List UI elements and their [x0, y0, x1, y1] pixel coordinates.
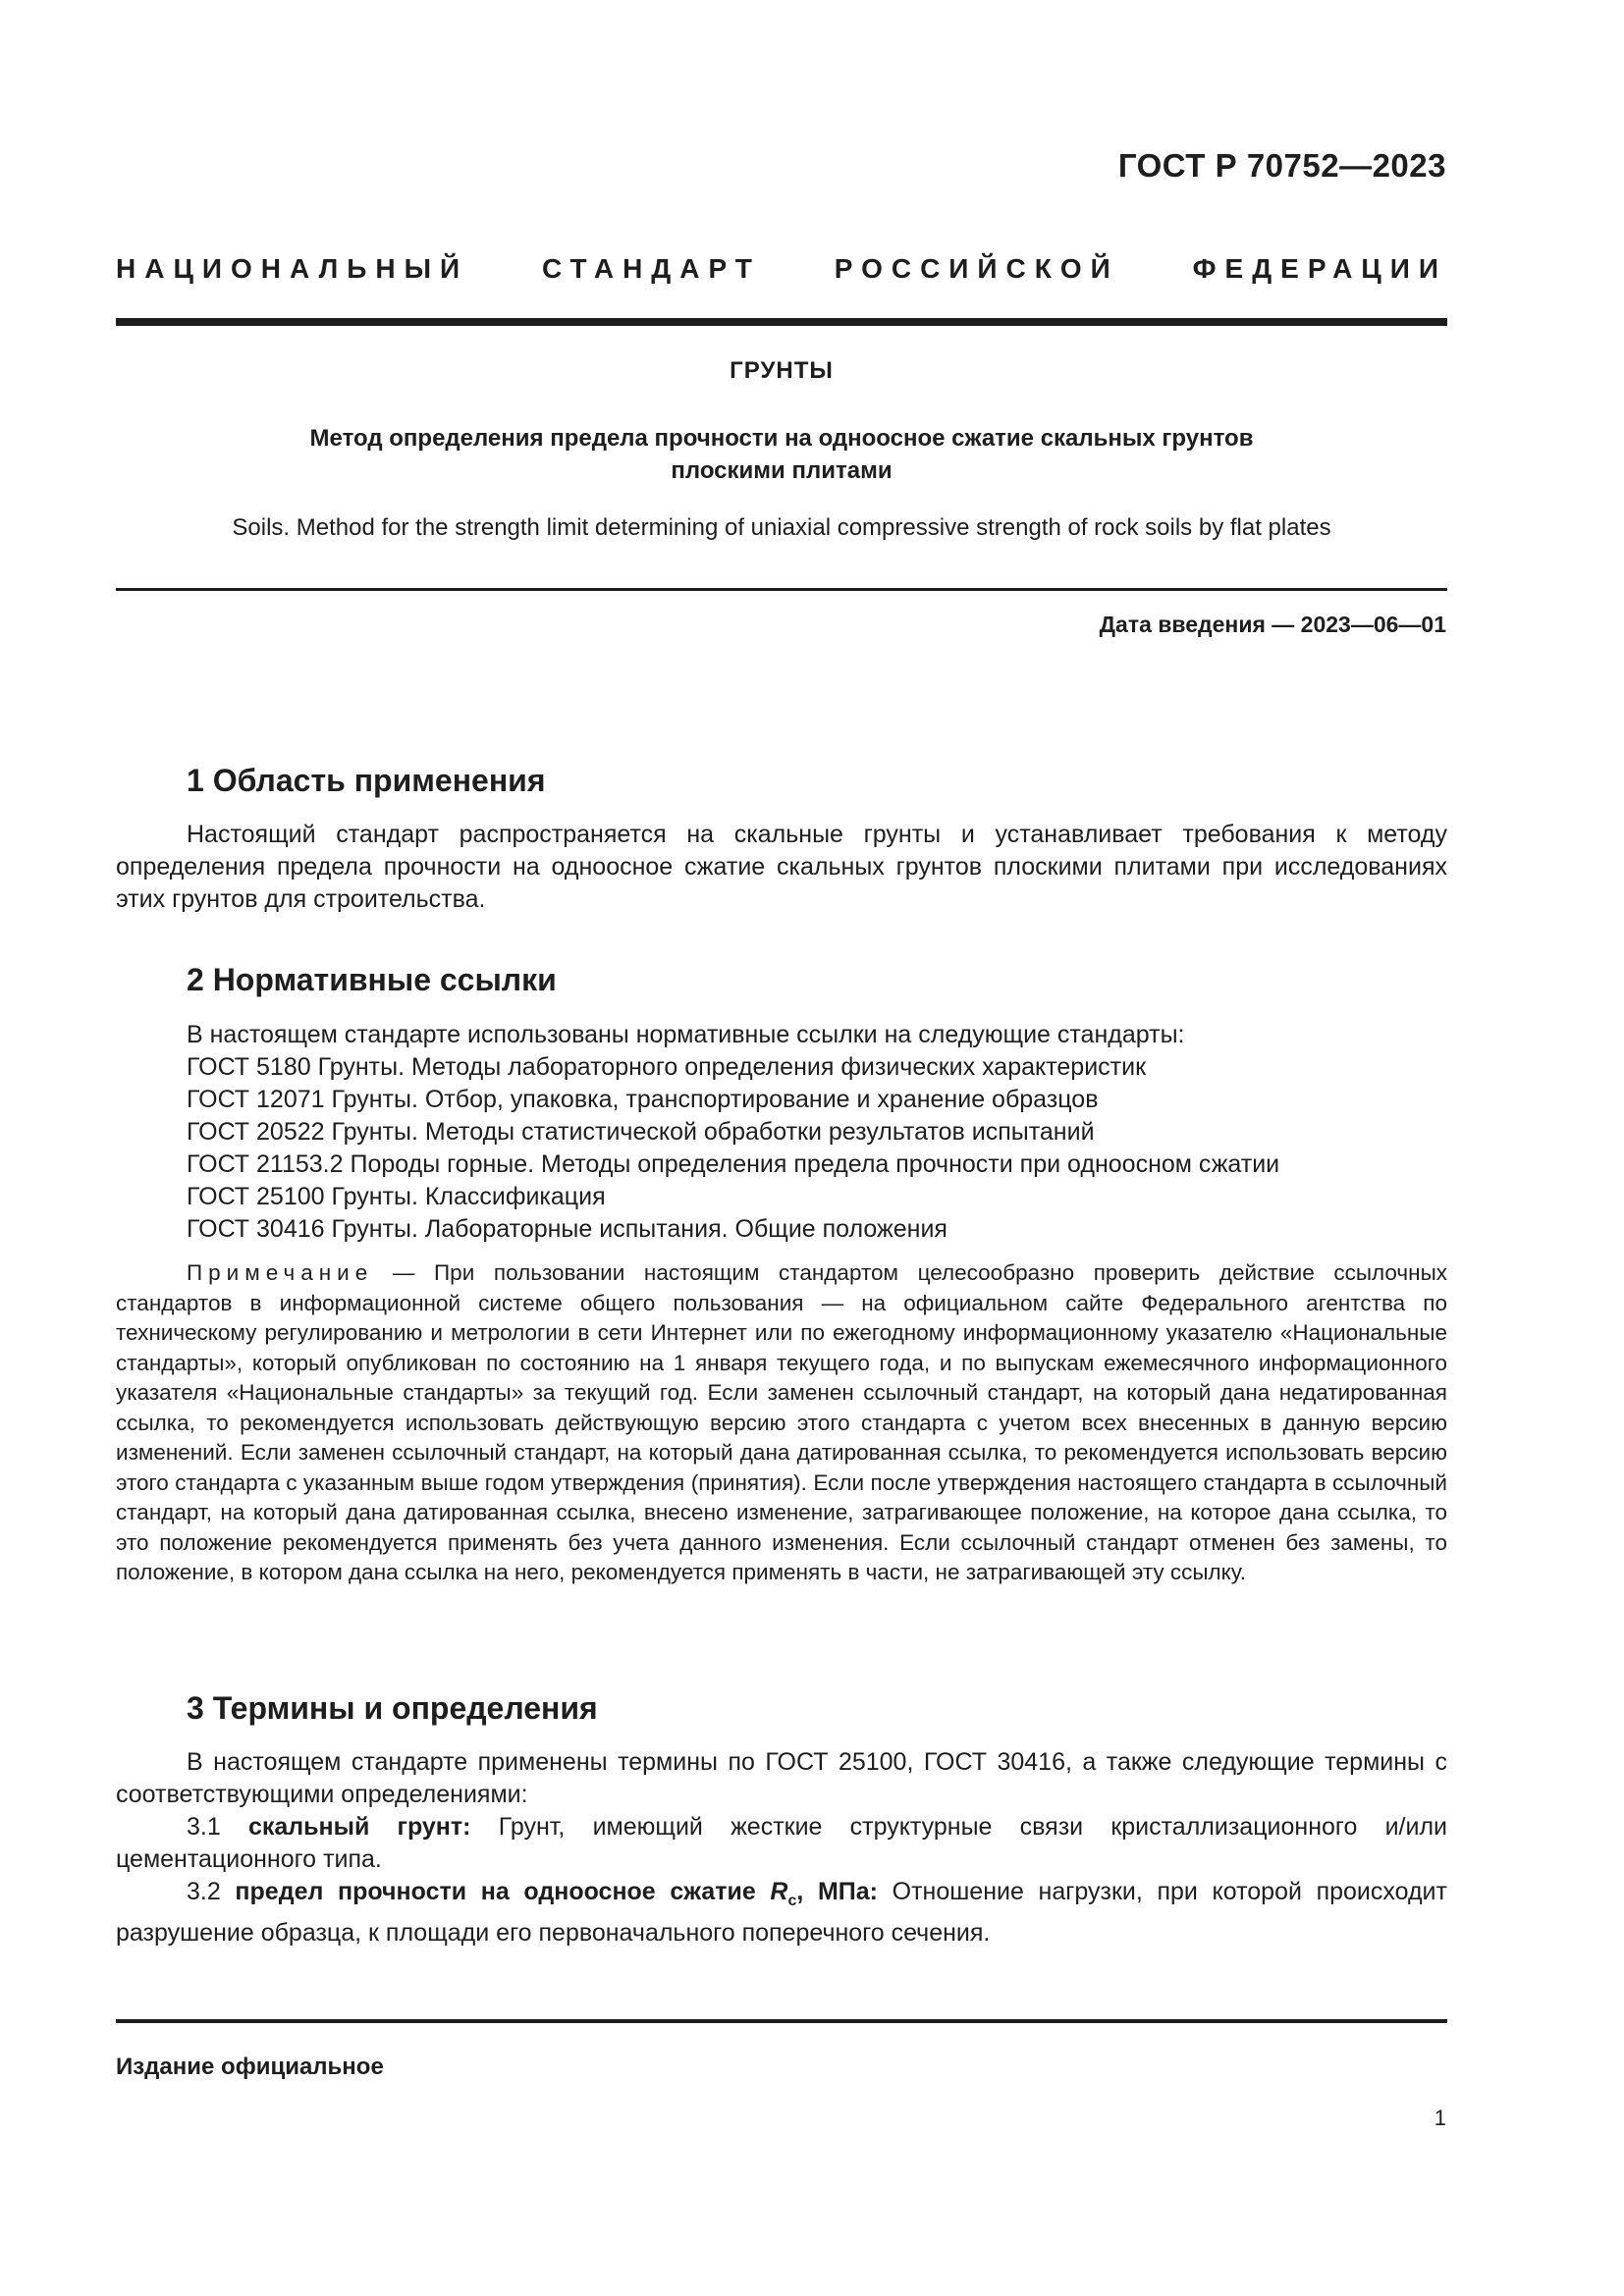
strength-symbol: R	[770, 1878, 788, 1905]
strength-subscript: c	[787, 1893, 797, 1909]
definition-number: 3.2	[187, 1878, 221, 1905]
edition-label: Издание официальное	[116, 2054, 384, 2080]
section-2-heading: 2 Нормативные ссылки	[187, 962, 557, 997]
definition-text: Отношение нагрузки, при которой происходит разрушение образца, к площади его первоначального поперечного сечения.	[116, 1878, 1447, 1947]
reference-item: ГОСТ 12071 Грунты. Отбор, упаковка, транспортирование и хранение образцов	[187, 1086, 1099, 1113]
page-number: 1	[1434, 2106, 1446, 2130]
definition-term: предел прочности на одноосное сжатие	[235, 1878, 756, 1905]
reference-item: ГОСТ 5180 Грунты. Методы лабораторного определения физических характеристик	[187, 1053, 1147, 1081]
gost-number: ГОСТ Р 70752—2023	[1117, 147, 1446, 184]
reference-note	[116, 1258, 1447, 1588]
national-standard-banner: НАЦИОНАЛЬНЫЙ СТАНДАРТ РОССИЙСКОЙ ФЕДЕРАЦИИ	[116, 253, 1447, 284]
section-1-body: Настоящий стандарт распространяется на скальные грунты и устанавливает требования к методу определения предела прочности на одноосное сжатие скальных грунтов плоскими плитами при исследованиях этих грунтов для строительства.	[116, 821, 1447, 913]
section-2-intro: В настоящем стандарте использованы нормативные ссылки на следующие стандарты:	[187, 1021, 1185, 1048]
definition-3-2	[116, 1876, 1447, 1949]
section-3-heading: 3 Термины и определения	[187, 1690, 598, 1726]
section-3-intro-text: В настоящем стандарте применены термины по ГОСТ 25100, ГОСТ 30416, а также следующие термины с соответствующими определениями:	[116, 1748, 1447, 1808]
reference-item: ГОСТ 30416 Грунты. Лабораторные испытания. Общие положения	[187, 1215, 947, 1243]
document-title: ГРУНТЫ	[730, 357, 834, 384]
english-title: Soils. Method for the strength limit determining of uniaxial compressive strength of rock soils by flat plates	[232, 514, 1331, 541]
title-rule	[116, 588, 1447, 591]
definition-term: скальный грунт:	[247, 1813, 471, 1841]
note-label: Примечание	[187, 1260, 374, 1285]
reference-item: ГОСТ 25100 Грунты. Классификация	[187, 1183, 606, 1210]
section-3-intro	[116, 1746, 1447, 1811]
section-1-text	[116, 819, 1447, 916]
footer-rule	[116, 2019, 1447, 2023]
strength-unit: , МПа:	[796, 1878, 878, 1905]
subtitle-line-1: Метод определения предела прочности на одноосное сжатие скальных грунтов	[309, 425, 1254, 452]
definition-3-1	[116, 1811, 1447, 1876]
subtitle-line-2: плоскими плитами	[671, 457, 893, 484]
definition-text: Грунт, имеющий жесткие структурные связи кристаллизационного и/или цементационного типа.	[116, 1813, 1447, 1873]
note-text: — При пользовании настоящим стандартом целесообразно проверить действие ссылочных стандартов в информационной системе общего пользования — на официальном сайте Федерального агентства по техническому регулированию и метрологии в сети Интернет или по ежегодному информационному указателю «Национальные стандарты», который опубликован по состоянию на 1 января текущего года, и по выпускам ежемесячного информационного указателя «Национальные стандарты» за текущий год. Если заменен ссылочный стандарт, на который дана недатированная ссылка, то рекомендуется использовать действующую версию этого стандарта с учетом всех внесенных в данную версию изменений. Если заменен ссылочный стандарт, на который дана датированная ссылка, то рекомендуется использовать версию этого стандарта с указанным выше годом утверждения (принятия). Если после утверждения настоящего стандарта в ссылочный стандарт, на который дана датированная ссылка, внесено изменение, затрагивающее положение, на которое дана ссылка, то это положение рекомендуется применять без учета данного изменения. Если ссылочный стандарт отменен без замены, то положение, в котором дана ссылка на него, рекомендуется применять в части, не затрагивающей эту ссылку.	[116, 1260, 1447, 1584]
header-rule	[116, 318, 1447, 326]
reference-item: ГОСТ 21153.2 Породы горные. Методы определения предела прочности при одноосном сжатии	[187, 1150, 1280, 1178]
introduction-date: Дата введения — 2023—06—01	[1099, 612, 1446, 637]
section-1-heading: 1 Область применения	[187, 763, 546, 798]
document-subtitle	[116, 422, 1447, 487]
reference-item: ГОСТ 20522 Грунты. Методы статистической обработки результатов испытаний	[187, 1118, 1095, 1146]
definition-number: 3.1	[187, 1813, 221, 1841]
